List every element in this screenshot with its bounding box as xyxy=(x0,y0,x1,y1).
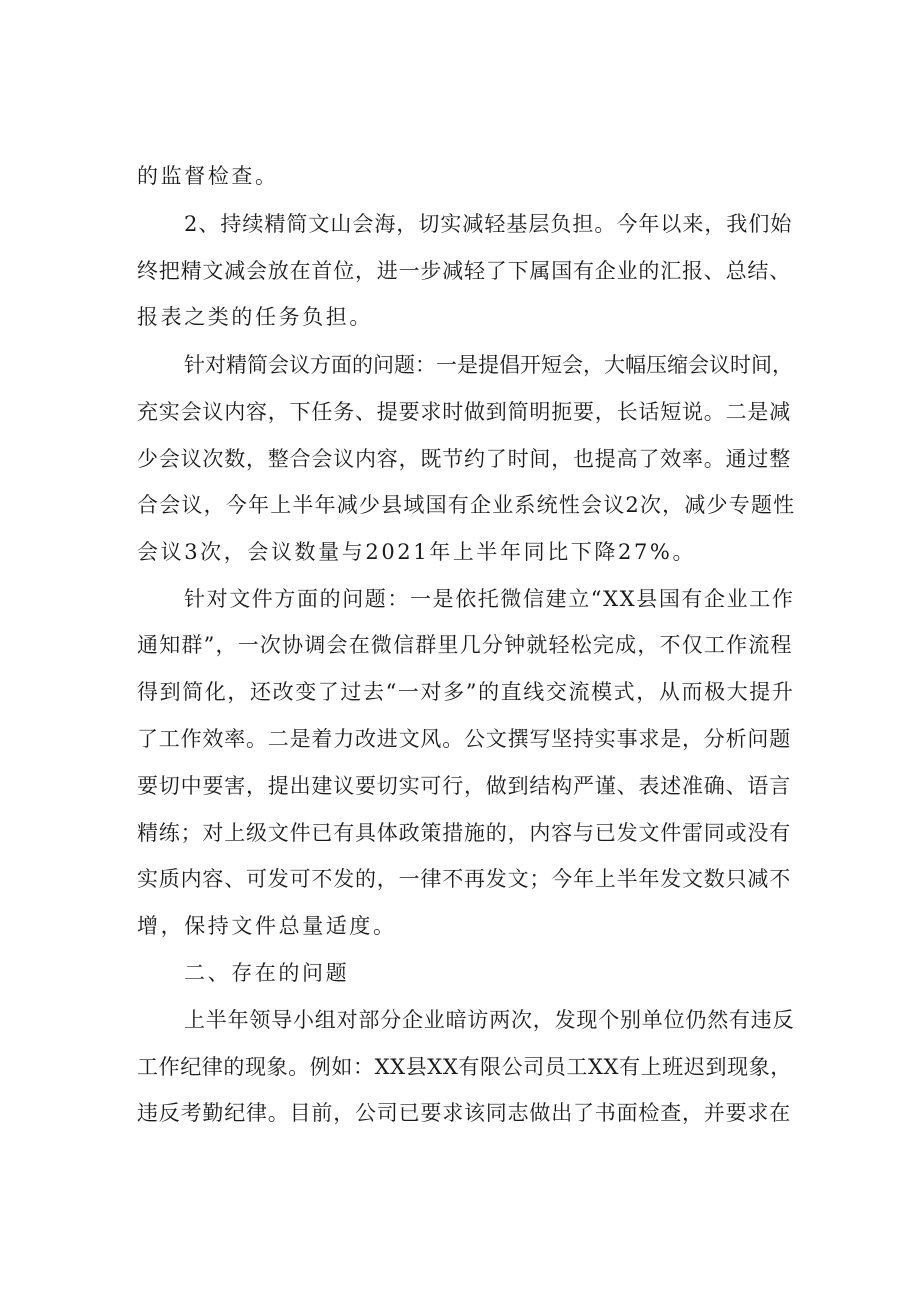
text-line: 的监督检查。 xyxy=(137,164,279,188)
text-line: 违反考勤纪律。目前，公司已要求该同志做出了书面检查，并要求在 xyxy=(137,1101,791,1125)
text-line: 针对文件方面的问题：一是依托微信建立“XX县国有企业工作 xyxy=(184,587,795,611)
text-line: 得到简化，还改变了过去“一对多”的直线交流模式，从而极大提升 xyxy=(137,680,795,704)
text-line: 报表之类的任务负担。 xyxy=(137,305,373,329)
text-line: 充实会议内容，下任务、提要求时做到简明扼要，长话短说。二是减 xyxy=(137,400,791,424)
text-line: 会议3次，会议数量与2021年上半年同比下降27%。 xyxy=(137,540,697,564)
text-line: 终把精文减会放在首位，进一步减轻了下属国有企业的汇报、总结、 xyxy=(137,259,791,283)
text-line: 通知群”，一次协调会在微信群里几分钟就轻松完成，不仅工作流程 xyxy=(137,633,793,657)
text-line: 合会议，今年上半年减少县域国有企业系统性会议2次，减少专题性 xyxy=(137,493,796,517)
text-line: 针对精简会议方面的问题：一是提倡开短会，大幅压缩会议时间， xyxy=(184,353,793,377)
text-line: 上半年领导小组对部分企业暗访两次，发现个别单位仍然有违反 xyxy=(184,1008,795,1032)
text-line: 要切中要害，提出建议要切实可行，做到结构严谨、表述准确、语言 xyxy=(137,774,791,798)
text-line: 实质内容、可发可不发的，一律不再发文；今年上半年发文数只减不 xyxy=(137,867,791,891)
text-line: 少会议次数，整合会议内容，既节约了时间，也提高了效率。通过整 xyxy=(137,447,791,471)
text-line: 工作纪律的现象。例如：XX县XX有限公司员工XX有上班迟到现象， xyxy=(137,1055,792,1079)
text-line: 了工作效率。二是着力改进文风。公文撰写坚持实事求是，分析问题 xyxy=(137,727,791,751)
text-line: 精练；对上级文件已有具体政策措施的，内容与已发文件雷同或没有 xyxy=(137,821,791,845)
section-heading: 二、存在的问题 xyxy=(184,961,350,985)
text-line: 增，保持文件总量适度。 xyxy=(137,914,397,938)
text-line: 2、持续精简文山会海，切实减轻基层负担。今年以来，我们始 xyxy=(184,212,793,236)
